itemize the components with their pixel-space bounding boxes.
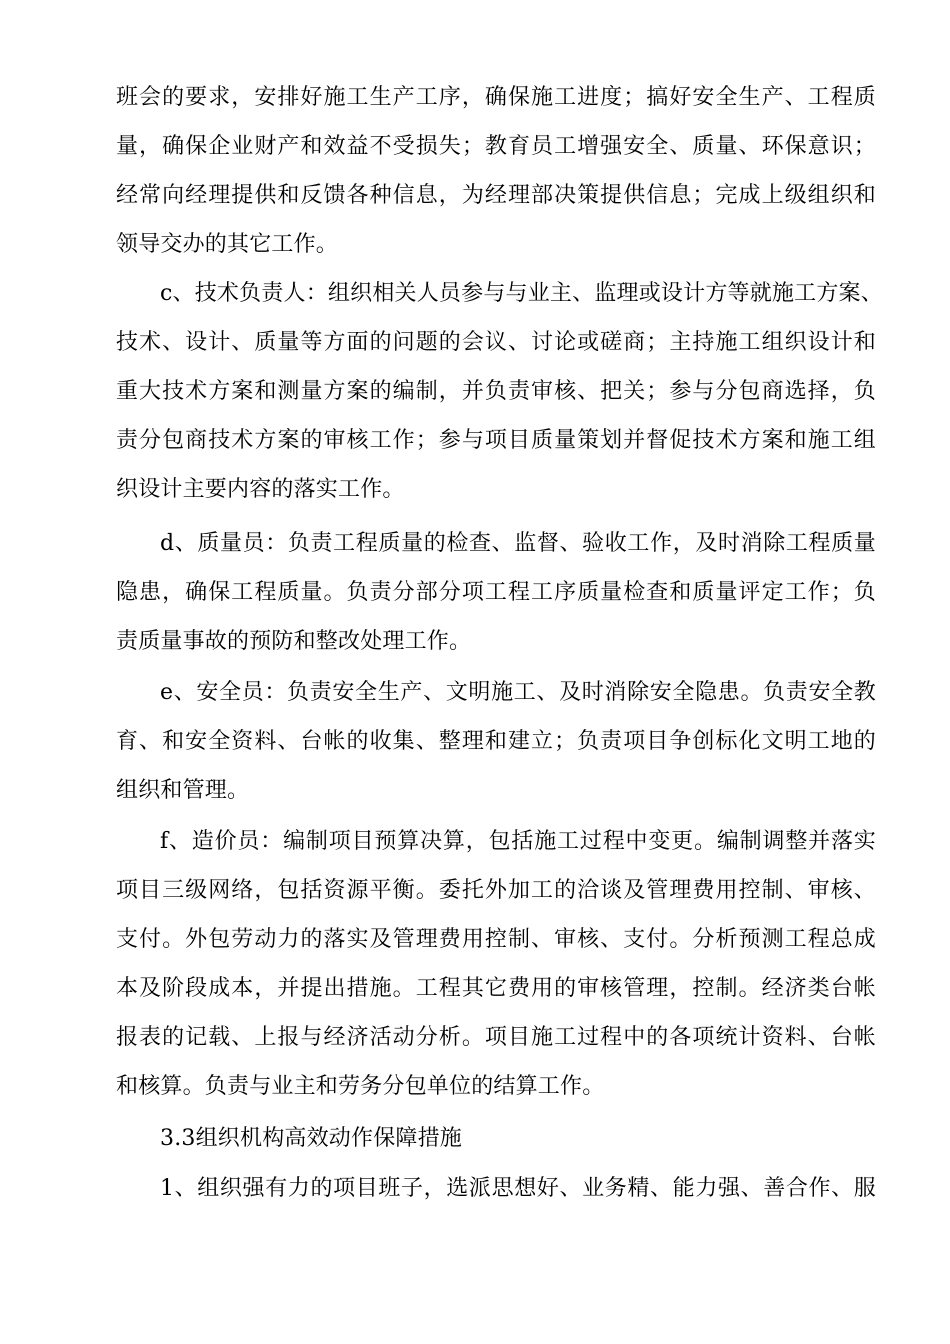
text-line: 隐患，确保工程质量。负责分部分项工程工序质量检查和质量评定工作；负 <box>116 580 876 605</box>
text-line: 组织和管理。 <box>116 778 250 803</box>
text-line: 量，确保企业财产和效益不受损失；教育员工增强安全、质量、环保意识； <box>116 134 876 159</box>
paragraph-d-first-line: d、质量员：负责工程质量的检查、监督、验收工作，及时消除工程质量 <box>160 531 876 556</box>
text-line: 本及阶段成本，并提出措施。工程其它费用的审核管理，控制。经济类台帐 <box>116 976 876 1001</box>
paragraph-e-first-line: e、安全员：负责安全生产、文明施工、及时消除安全隐患。负责安全教 <box>160 680 876 705</box>
text-line: 责质量事故的预防和整改处理工作。 <box>116 629 472 654</box>
text-line: 育、和安全资料、台帐的收集、整理和建立；负责项目争创标化文明工地的 <box>116 729 876 754</box>
text-line: 领导交办的其它工作。 <box>116 232 339 257</box>
paragraph-1-first-line: 1、组织强有力的项目班子，选派思想好、业务精、能力强、善合作、服 <box>160 1176 876 1201</box>
text-line: 班会的要求，安排好施工生产工序，确保施工进度；搞好安全生产、工程质 <box>116 85 876 110</box>
text-line: 报表的记载、上报与经济活动分析。项目施工过程中的各项统计资料、台帐 <box>116 1025 876 1050</box>
text-line: 支付。外包劳动力的落实及管理费用控制、审核、支付。分析预测工程总成 <box>116 927 876 952</box>
text-line: 责分包商技术方案的审核工作；参与项目质量策划并督促技术方案和施工组 <box>116 428 876 453</box>
paragraph-f-first-line: f、造价员：编制项目预算决算，包括施工过程中变更。编制调整并落实 <box>160 829 876 854</box>
text-line: 织设计主要内容的落实工作。 <box>116 477 405 502</box>
paragraph-c-first-line: c、技术负责人：组织相关人员参与与业主、监理或设计方等就施工方案、 <box>160 281 883 306</box>
text-line: 经常向经理提供和反馈各种信息，为经理部决策提供信息；完成上级组织和 <box>116 183 876 208</box>
text-line: 项目三级网络，包括资源平衡。委托外加工的洽谈及管理费用控制、审核、 <box>116 878 876 903</box>
text-line: 重大技术方案和测量方案的编制，并负责审核、把关；参与分包商选择，负 <box>116 379 876 404</box>
text-line: 技术、设计、质量等方面的问题的会议、讨论或磋商；主持施工组织设计和 <box>116 330 876 355</box>
section-heading: 3.3组织机构高效动作保障措施 <box>160 1126 462 1151</box>
text-line: 和核算。负责与业主和劳务分包单位的结算工作。 <box>116 1074 605 1099</box>
